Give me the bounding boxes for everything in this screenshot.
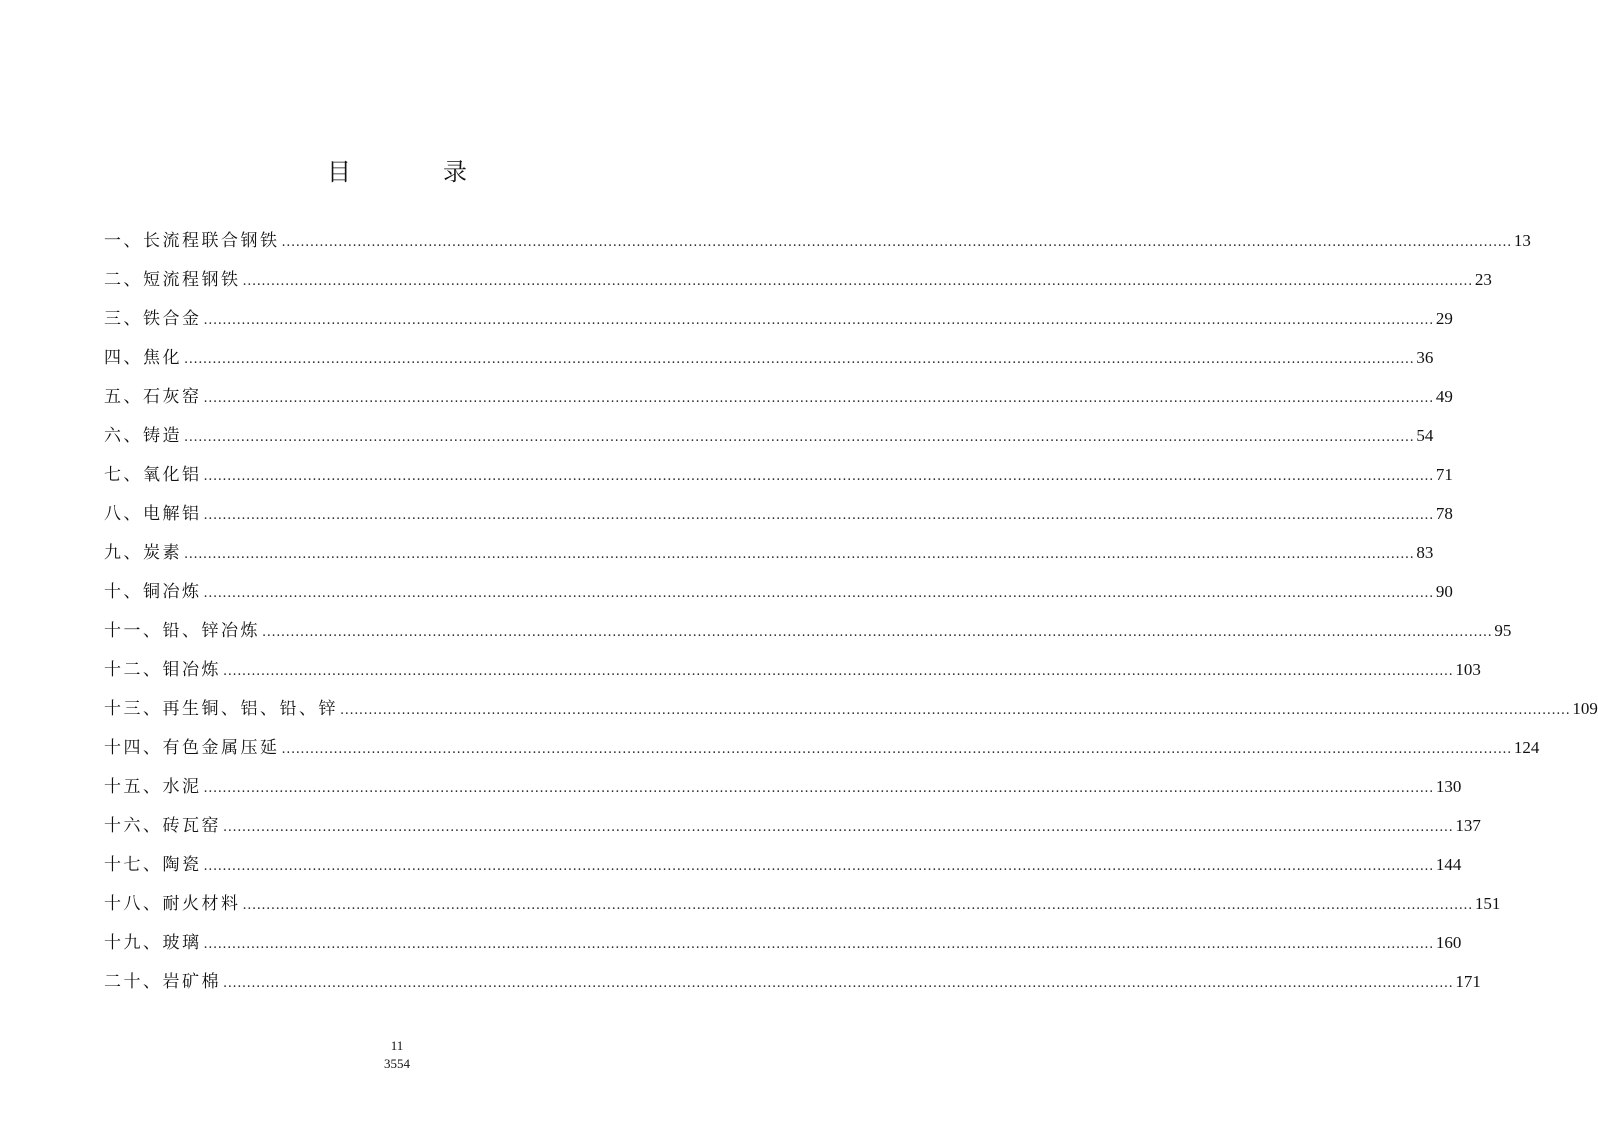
toc-entry-page-number: 160 [1435,933,1462,952]
footer-page-number: 11 [390,1038,404,1053]
toc-entry-page-number: 130 [1435,777,1462,796]
toc-entry-dot-leader: .................................................................................................................................................................................................................................................................... [340,703,1571,718]
toc-entry-dot-leader: .................................................................................................................................................................................................................................................................... [203,859,1434,874]
toc-entry-page-number: 83 [1416,543,1434,562]
toc-entry-label: 二十、岩矿棉 [104,972,221,992]
toc-entry[interactable] [104,968,1481,1007]
toc-entry[interactable] [104,383,1453,422]
toc-entry-label: 十七、陶瓷 [104,855,202,875]
toc-entry-dot-leader: .................................................................................................................................................................................................................................................................... [184,352,1415,367]
toc-entry-label: 十五、水泥 [104,777,202,797]
toc-entry-label: 十九、玻璃 [104,933,202,953]
toc-entry-label: 三、铁合金 [104,309,202,329]
toc-entry-page-number: 90 [1435,582,1453,601]
toc-entry-page-number: 49 [1435,387,1453,406]
footer-document-code: 3554 [384,1056,410,1071]
toc-entry-dot-leader: .................................................................................................................................................................................................................................................................... [203,391,1434,406]
toc-entry[interactable] [104,890,1501,929]
toc-entry-label: 十四、有色金属压延 [104,738,280,758]
toc-entry[interactable] [104,695,1598,734]
toc-entry-label: 五、石灰窑 [104,387,202,407]
toc-entry-dot-leader: .................................................................................................................................................................................................................................................................... [184,547,1415,562]
toc-entry[interactable] [104,305,1453,344]
toc-entry-dot-leader: .................................................................................................................................................................................................................................................................... [203,508,1434,523]
toc-entry-dot-leader: .................................................................................................................................................................................................................................................................... [281,742,1512,757]
toc-entry-page-number: 36 [1416,348,1434,367]
toc-entry-label: 二、短流程钢铁 [104,270,241,290]
toc-entry-dot-leader: .................................................................................................................................................................................................................................................................... [203,781,1434,796]
toc-entry-dot-leader: .................................................................................................................................................................................................................................................................... [203,937,1434,952]
toc-entry[interactable] [104,929,1462,968]
toc-entry-dot-leader: .................................................................................................................................................................................................................................................................... [184,430,1415,445]
toc-entry-label: 八、电解铝 [104,504,202,524]
toc-entry[interactable] [104,812,1481,851]
toc-entry[interactable] [104,617,1512,656]
toc-entry-page-number: 124 [1513,738,1540,757]
toc-entry[interactable] [104,539,1434,578]
toc-entry-page-number: 29 [1435,309,1453,328]
toc-entry-dot-leader: .................................................................................................................................................................................................................................................................... [203,313,1434,328]
toc-entry-dot-leader: .................................................................................................................................................................................................................................................................... [203,469,1434,484]
toc-entry[interactable] [104,734,1540,773]
toc-entry-dot-leader: .................................................................................................................................................................................................................................................................... [223,820,1454,835]
toc-entry-dot-leader: .................................................................................................................................................................................................................................................................... [223,664,1454,679]
toc-entry-label: 十三、再生铜、铝、铅、锌 [104,699,338,719]
toc-entry-page-number: 95 [1494,621,1512,640]
toc-entry-label: 十六、砖瓦窑 [104,816,221,836]
toc-entry[interactable] [104,266,1492,305]
toc-entry-label: 十二、钼冶炼 [104,660,221,680]
toc-entry[interactable] [104,227,1531,266]
toc-entry-page-number: 54 [1416,426,1434,445]
toc-entry-page-number: 171 [1455,972,1481,991]
toc-title: 目 录 [327,158,501,186]
toc-entry-dot-leader: .................................................................................................................................................................................................................................................................... [203,586,1434,601]
toc-entry-page-number: 109 [1572,699,1598,718]
toc-entry-page-number: 103 [1455,660,1481,679]
toc-entry-page-number: 23 [1474,270,1492,289]
toc-entry-page-number: 151 [1474,894,1501,913]
toc-entry-dot-leader: .................................................................................................................................................................................................................................................................... [281,235,1512,250]
toc-entry-label: 六、铸造 [104,426,182,446]
toc-entry-page-number: 71 [1435,465,1453,484]
toc-entry-page-number: 137 [1455,816,1481,835]
toc-entry-page-number: 144 [1435,855,1462,874]
toc-entry[interactable] [104,344,1434,383]
toc-entry[interactable] [104,422,1434,461]
toc-entry-dot-leader: .................................................................................................................................................................................................................................................................... [262,625,1493,640]
toc-entry-label: 一、长流程联合钢铁 [104,231,280,251]
toc-entry-label: 十八、耐火材料 [104,894,241,914]
toc-entry[interactable] [104,656,1481,695]
toc-entry-page-number: 78 [1435,504,1453,523]
toc-entry-dot-leader: .................................................................................................................................................................................................................................................................... [242,274,1473,289]
toc-entry-label: 九、炭素 [104,543,182,563]
toc-entry-label: 四、焦化 [104,348,182,368]
toc-entry[interactable] [104,461,1453,500]
toc-entry-label: 十、铜冶炼 [104,582,202,602]
toc-entry-label: 七、氧化铝 [104,465,202,485]
toc-entry-label: 十一、铅、锌冶炼 [104,621,260,641]
toc-list [104,227,1598,1007]
toc-entry-dot-leader: .................................................................................................................................................................................................................................................................... [223,976,1454,991]
toc-entry[interactable] [104,851,1462,890]
toc-entry-dot-leader: .................................................................................................................................................................................................................................................................... [242,898,1473,913]
toc-entry[interactable] [104,500,1453,539]
toc-entry[interactable] [104,578,1453,617]
toc-entry[interactable] [104,773,1462,812]
toc-entry-page-number: 13 [1513,231,1531,250]
